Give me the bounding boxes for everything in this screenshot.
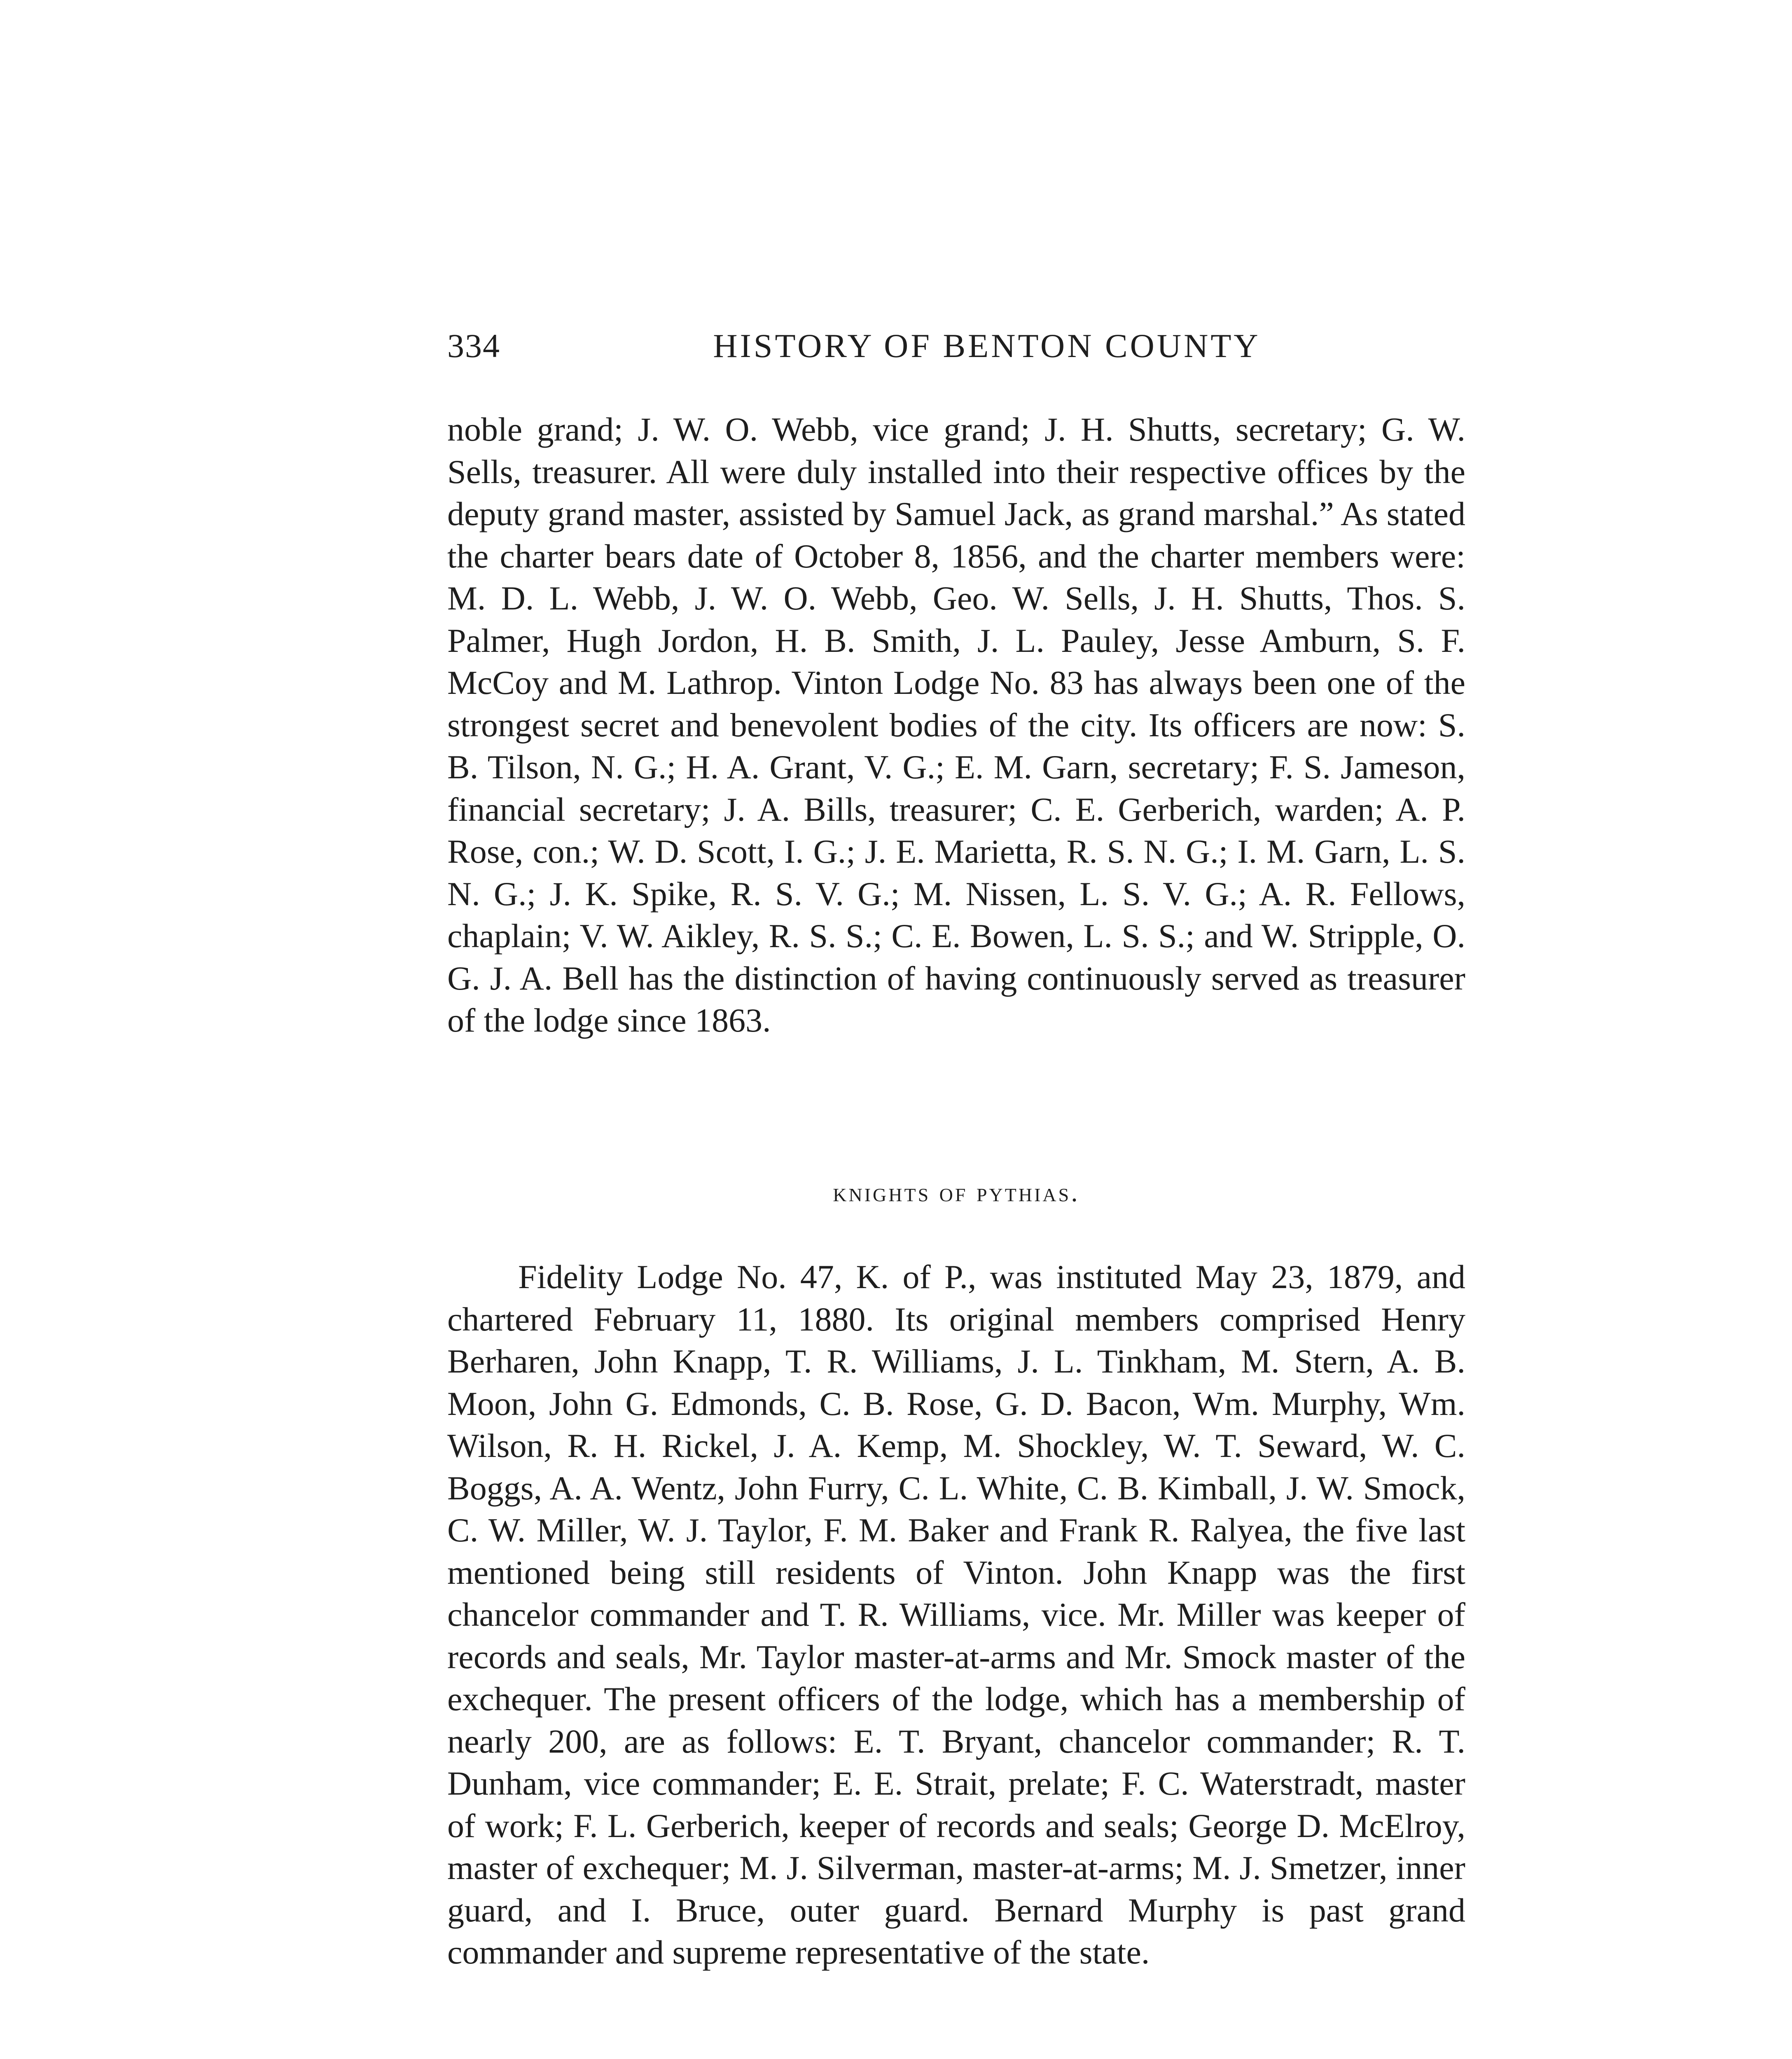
knights-of-pythias-paragraph (447, 1256, 1465, 1974)
paragraph-text: Fidelity Lodge No. 47, K. of P., was instituted May 23, 1879, and chartered February 11, 1880. Its original members comprised Henry Berharen, John Knapp, T. R. Williams, J. L. Tinkham, M. Stern, A. B. Moon, John G. Edmonds, C. B. Rose, G. D. Bacon, Wm. Murphy, Wm. Wilson, R. H. Rickel, J. A. Kemp, M. Shockley, W. T. Seward, W. C. Boggs, A. A. Wentz, John Furry, C. L. White, C. B. Kimball, J. W. Smock, C. W. Miller, W. J. Taylor, F. M. Baker and Frank R. Ralyea, the five last mentioned being still residents of Vinton. John Knapp was the first chancelor commander and T. R. Williams, vice. Mr. Miller was keeper of records and seals, Mr. Taylor master-at-arms and Mr. Smock master of the exchequer. The present officers of the lodge, which has a membership of nearly 200, are as follows: E. T. Bryant, chancelor commander; R. T. Dunham, vice commander; E. E. Strait, prelate; F. C. Waterstradt, master of work; F. L. Gerberich, keeper of records and seals; George D. McElroy, master of exchequer; M. J. Silverman, master-at-arms; M. J. Smetzer, inner guard, and I. Bruce, outer guard. Bernard Murphy is past grand commander and supreme representative of the state. (447, 1258, 1465, 1971)
paragraph-text: noble grand; J. W. O. Webb, vice grand; J. H. Shutts, secretary; G. W. Sells, treasurer. All were duly installed into their respective offices by the deputy grand master, assisted by Samuel Jack, as grand marshal.” As stated the charter bears date of October 8, 1856, and the charter members were: M. D. L. Webb, J. W. O. Webb, Geo. W. Sells, J. H. Shutts, Thos. S. Palmer, Hugh Jordon, H. B. Smith, J. L. Pauley, Jesse Amburn, S. F. McCoy and M. Lathrop. Vinton Lodge No. 83 has always been one of the strongest secret and benevolent bodies of the city. Its officers are now: S. B. Tilson, N. G.; H. A. Grant, V. G.; E. M. Garn, secretary; F. S. Jameson, financial secretary; J. A. Bills, treasurer; C. E. Gerberich, warden; A. P. Rose, con.; W. D. Scott, I. G.; J. E. Marietta, R. S. N. G.; I. M. Garn, L. S. N. G.; J. K. Spike, R. S. V. G.; M. Nissen, L. S. V. G.; A. R. Fellows, chaplain; V. W. Aikley, R. S. S.; C. E. Bowen, L. S. S.; and W. Stripple, O. G. J. A. Bell has the distinction of having continuously served as treasurer of the lodge since 1863. (447, 411, 1465, 1039)
running-head (447, 321, 1485, 371)
section-heading-knights-of-pythias: knights of pythias. (833, 1177, 1080, 1207)
running-title: HISTORY OF BENTON COUNTY (713, 327, 1261, 364)
page-number: 334 (447, 327, 500, 364)
continued-paragraph (447, 409, 1465, 1042)
